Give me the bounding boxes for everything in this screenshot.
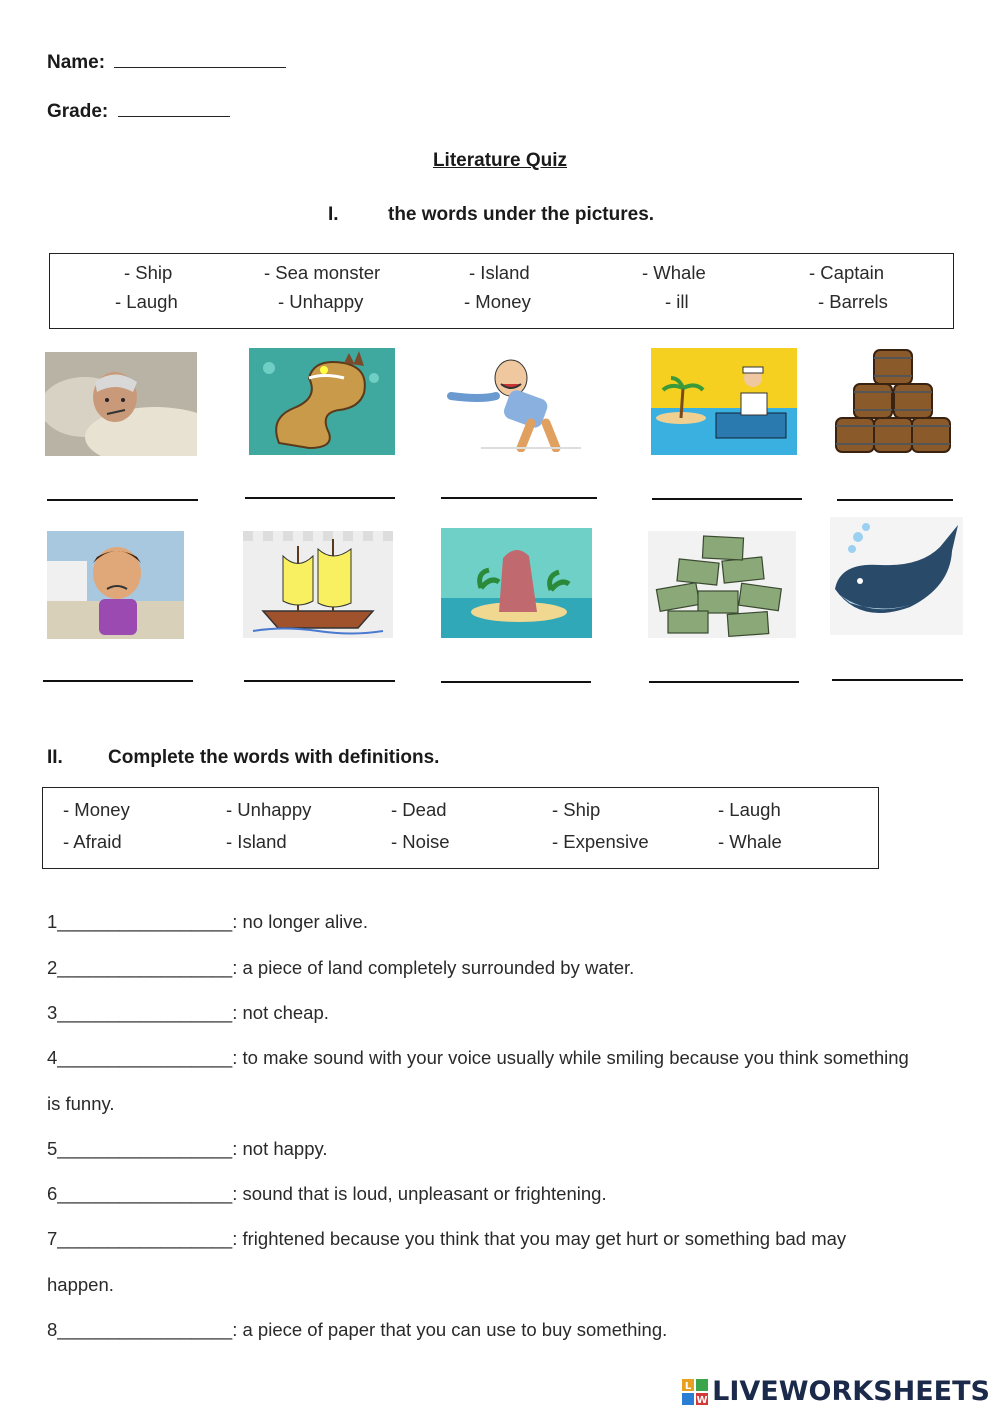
definition-blank[interactable]: _________________ xyxy=(57,911,233,932)
definition-item xyxy=(47,1047,909,1069)
word-bank-item: - Barrels xyxy=(818,291,888,312)
word-bank-item: - Whale xyxy=(718,831,782,852)
definition-text: : no longer alive. xyxy=(232,911,368,932)
definition-number: 6 xyxy=(47,1183,58,1204)
word-bank-item: - Noise xyxy=(391,831,450,852)
definition-item xyxy=(47,1138,328,1160)
definition-item xyxy=(47,957,634,979)
word-bank-item: - ill xyxy=(665,291,689,312)
definition-blank[interactable]: _________________ xyxy=(57,1047,233,1068)
definition-number: 4 xyxy=(47,1047,58,1068)
word-bank-item: - Sea monster xyxy=(264,262,381,283)
definition-item xyxy=(47,1183,607,1205)
definition-number: 7 xyxy=(47,1228,58,1249)
definition-blank[interactable]: _________________ xyxy=(57,1319,233,1340)
sea-monster-image xyxy=(249,348,395,455)
answer-blank[interactable] xyxy=(43,680,193,682)
section2-instruction: Complete the words with definitions. xyxy=(108,747,440,768)
section2-word-bank xyxy=(42,787,879,869)
section1-number: I. xyxy=(328,204,339,225)
section1-instruction: the words under the pictures. xyxy=(388,204,655,225)
name-blank[interactable] xyxy=(114,50,286,68)
word-bank-item: - Whale xyxy=(642,262,706,283)
answer-blank[interactable] xyxy=(245,497,395,499)
word-bank-item: - Laugh xyxy=(718,799,781,820)
definition-text: : a piece of land completely surrounded by water. xyxy=(232,957,635,978)
laughing-man-image xyxy=(441,348,581,452)
liveworksheets-logo[interactable] xyxy=(682,1376,990,1407)
word-bank-item: - Laugh xyxy=(115,291,178,312)
definition-blank[interactable]: _________________ xyxy=(57,1228,233,1249)
definition-blank[interactable]: _________________ xyxy=(57,957,233,978)
definition-continuation: happen. xyxy=(47,1274,114,1295)
definition-item xyxy=(47,1319,667,1341)
definition-text: : not happy. xyxy=(232,1138,328,1159)
definition-number: 8 xyxy=(47,1319,58,1340)
word-bank-item: - Unhappy xyxy=(278,291,364,312)
page-title: Literature Quiz xyxy=(432,150,568,171)
word-bank-item: - Expensive xyxy=(552,831,649,852)
definition-continuation: is funny. xyxy=(47,1093,115,1114)
grade-label: Grade: xyxy=(47,101,109,122)
definition-item xyxy=(47,911,368,933)
whale-image xyxy=(830,517,963,635)
section2-number: II. xyxy=(47,747,63,768)
word-bank-item: - Money xyxy=(63,799,130,820)
barrels-image xyxy=(834,348,952,456)
captain-on-ship-image xyxy=(651,348,797,455)
answer-blank[interactable] xyxy=(649,681,799,683)
definition-text: : not cheap. xyxy=(232,1002,329,1023)
definition-text: : frightened because you think that you may get hurt or something bad may xyxy=(232,1228,847,1249)
answer-blank[interactable] xyxy=(441,681,591,683)
grade-blank[interactable] xyxy=(118,99,230,117)
island-image xyxy=(441,528,592,638)
logo-text: LIVEWORKSHEETS xyxy=(712,1376,990,1407)
unhappy-boy-image xyxy=(47,531,184,639)
word-bank-item: - Captain xyxy=(809,262,885,283)
answer-blank[interactable] xyxy=(47,499,198,501)
logo-letter: W xyxy=(696,1394,708,1405)
word-bank-item: - Money xyxy=(464,291,531,312)
answer-blank[interactable] xyxy=(652,498,802,500)
definition-number: 1 xyxy=(47,911,58,932)
word-bank-item: - Dead xyxy=(391,799,447,820)
definition-number: 2 xyxy=(47,957,58,978)
grade-field xyxy=(47,99,230,123)
definition-blank[interactable]: _________________ xyxy=(57,1138,233,1159)
section1-word-bank xyxy=(49,253,954,329)
answer-blank[interactable] xyxy=(441,497,597,499)
word-bank-item: - Island xyxy=(226,831,287,852)
definition-blank[interactable]: _________________ xyxy=(57,1183,233,1204)
definition-number: 5 xyxy=(47,1138,58,1159)
word-bank-item: - Afraid xyxy=(63,831,122,852)
word-bank-item: - Unhappy xyxy=(226,799,312,820)
word-bank-item: - Island xyxy=(469,262,530,283)
definition-item xyxy=(47,1002,329,1024)
name-field xyxy=(47,50,286,74)
definition-text: : sound that is loud, unpleasant or frightening. xyxy=(232,1183,607,1204)
definition-blank[interactable]: _________________ xyxy=(57,1002,233,1023)
sailing-ship-image xyxy=(243,531,393,638)
liveworksheets-logo-icon xyxy=(682,1379,708,1405)
definition-item xyxy=(47,1228,846,1250)
name-label: Name: xyxy=(47,52,106,73)
logo-letter: L xyxy=(684,1380,692,1392)
answer-blank[interactable] xyxy=(832,679,963,681)
money-stacks-image xyxy=(648,531,796,638)
definition-text: : a piece of paper that you can use to buy something. xyxy=(232,1319,668,1340)
answer-blank[interactable] xyxy=(244,680,395,682)
answer-blank[interactable] xyxy=(837,499,953,501)
definition-text: : to make sound with your voice usually while smiling because you think something xyxy=(232,1047,909,1068)
word-bank-item: - Ship xyxy=(552,799,601,820)
word-bank-item: - Ship xyxy=(124,262,173,283)
definition-number: 3 xyxy=(47,1002,58,1023)
sick-person-image xyxy=(45,352,197,456)
